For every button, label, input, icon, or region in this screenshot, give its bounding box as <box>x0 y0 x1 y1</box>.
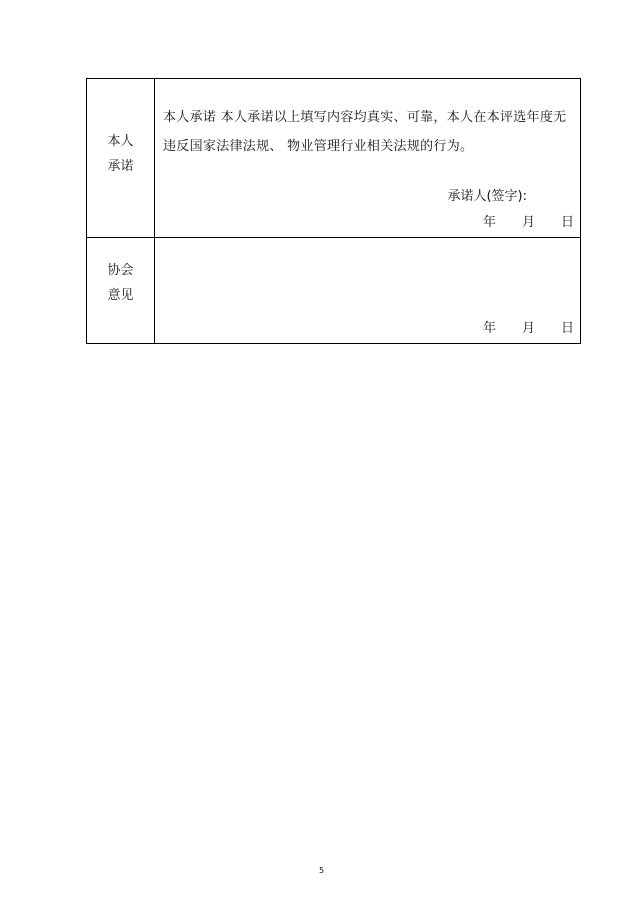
commitment-label-line2: 承诺 <box>107 159 134 174</box>
association-date: 年 月 日 <box>482 321 574 336</box>
commitment-label-cell <box>87 79 155 238</box>
association-label-line2: 意见 <box>107 288 134 303</box>
association-content-cell <box>155 238 581 344</box>
promise-text: 本人承诺 本人承诺以上填写内容均真实、可靠，本人在本评选年度无违反国家法律法规、 物业管理行业相关法规的行为。 <box>163 110 567 154</box>
association-label <box>87 258 154 308</box>
association-label-line1: 协会 <box>107 263 134 278</box>
commitment-content-cell <box>155 79 581 238</box>
association-label-cell <box>87 238 155 344</box>
commitment-date: 年 月 日 <box>482 215 574 230</box>
commitment-row <box>87 79 581 238</box>
page-number: 5 <box>318 866 325 875</box>
commitment-form-table <box>86 78 581 344</box>
signer-label: 承诺人(签字): <box>447 189 527 204</box>
association-opinion-row <box>87 238 581 344</box>
commitment-label <box>87 129 154 179</box>
commitment-label-line1: 本人 <box>107 134 134 149</box>
